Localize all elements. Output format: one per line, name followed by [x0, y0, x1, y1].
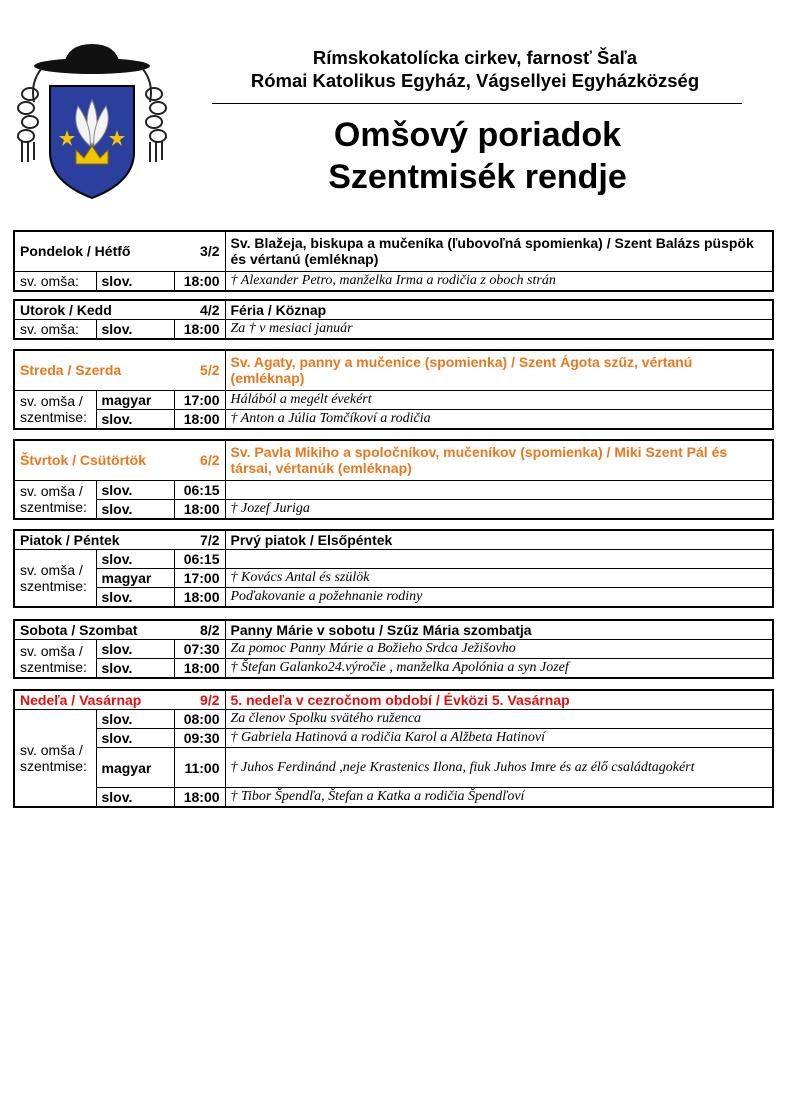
mass-intention: † Kovács Antal és szülök — [225, 569, 773, 588]
day-date: 5/2 — [174, 350, 225, 390]
day-date: 6/2 — [174, 440, 225, 480]
day-table-tuesday — [13, 299, 774, 340]
feast: 5. nedeľa v cezročnom období / Évközi 5. Vasárnap — [225, 690, 773, 710]
mass-intention: Za † v mesiaci január — [225, 320, 773, 340]
mass-time: 18:00 — [174, 659, 225, 679]
day-name: Sobota / Szombat — [14, 620, 174, 640]
feast: Sv. Agaty, panny a mučenice (spomienka) / Szent Ágota szűz, vértanú (emléknap) — [225, 350, 773, 390]
mass-language: magyar — [96, 390, 174, 409]
mass-language: slov. — [96, 480, 174, 499]
mass-language: slov. — [96, 788, 174, 808]
mass-time: 11:00 — [174, 748, 225, 788]
parish-coat-of-arms — [12, 42, 172, 202]
mass-label: sv. omša: — [14, 271, 96, 291]
mass-time: 17:00 — [174, 390, 225, 409]
mass-time: 06:15 — [174, 550, 225, 569]
mass-time: 18:00 — [174, 588, 225, 608]
mass-time: 07:30 — [174, 640, 225, 659]
mass-intention: † Anton a Júlia Tomčíkoví a rodičia — [225, 409, 773, 429]
mass-intention: † Tibor Špendľa, Štefan a Katka a rodičia Špendľoví — [225, 788, 773, 808]
day-date: 8/2 — [174, 620, 225, 640]
feast: Panny Márie v sobotu / Szűz Mária szombatja — [225, 620, 773, 640]
title-hu: Szentmisék rendje — [328, 158, 627, 196]
mass-intention: † Štefan Galanko24.výročie , manželka Apolónia a syn Jozef — [225, 659, 773, 679]
day-table-sunday — [13, 689, 774, 808]
mass-intention: Hálából a megélt évekért — [225, 390, 773, 409]
mass-language: slov. — [96, 499, 174, 519]
mass-language: magyar — [96, 569, 174, 588]
mass-time: 09:30 — [174, 729, 225, 748]
day-table-wednesday — [13, 349, 774, 430]
day-table-monday — [13, 230, 774, 292]
mass-language: slov. — [96, 320, 174, 340]
header-divider — [212, 103, 742, 104]
mass-time: 18:00 — [174, 499, 225, 519]
mass-intention: Poďakovanie a požehnanie rodiny — [225, 588, 773, 608]
day-name: Streda / Szerda — [14, 350, 174, 390]
day-date: 9/2 — [174, 690, 225, 710]
mass-label: sv. omša / szentmise: — [14, 710, 96, 808]
mass-intention: † Juhos Ferdinánd ,neje Krastenics Ilona, fiuk Juhos Imre és az élő családtagokért — [225, 748, 773, 788]
day-name: Pondelok / Hétfő — [14, 231, 174, 271]
day-name: Štvrtok / Csütörtök — [14, 440, 174, 480]
mass-intention: † Jozef Juriga — [225, 499, 773, 519]
page-header — [210, 46, 740, 92]
mass-intention: Za členov Spolku svätého ruženca — [225, 710, 773, 729]
mass-label: sv. omša / szentmise: — [14, 390, 96, 429]
mass-time: 18:00 — [174, 409, 225, 429]
mass-time: 18:00 — [174, 788, 225, 808]
day-date: 7/2 — [174, 530, 225, 550]
day-name: Nedeľa / Vasárnap — [14, 690, 174, 710]
day-table-thursday — [13, 439, 774, 520]
mass-label: sv. omša / szentmise: — [14, 640, 96, 679]
day-table-saturday — [13, 619, 774, 679]
mass-language: slov. — [96, 659, 174, 679]
day-date: 3/2 — [174, 231, 225, 271]
mass-language: slov. — [96, 271, 174, 291]
page-title — [210, 114, 745, 198]
feast: Féria / Köznap — [225, 300, 773, 320]
mass-label: sv. omša / szentmise: — [14, 480, 96, 519]
mass-time: 06:15 — [174, 480, 225, 499]
mass-intention: † Gabriela Hatinová a rodičia Karol a Alžbeta Hatinoví — [225, 729, 773, 748]
mass-language: slov. — [96, 729, 174, 748]
mass-language: magyar — [96, 748, 174, 788]
mass-label: sv. omša / szentmise: — [14, 550, 96, 608]
mass-time: 18:00 — [174, 320, 225, 340]
mass-time: 08:00 — [174, 710, 225, 729]
feast: Sv. Blažeja, biskupa a mučeníka (ľubovoľná spomienka) / Szent Balázs püspök és vértanú (emléknap) — [225, 231, 773, 271]
parish-name-hu: Római Katolikus Egyház, Vágsellyei Egyházközség — [250, 70, 700, 91]
mass-intention: † Alexander Petro, manželka Irma a rodičia z oboch strán — [225, 271, 773, 291]
day-name: Utorok / Kedd — [14, 300, 174, 320]
parish-name-sk: Rímskokatolícka cirkev, farnosť Šaľa — [312, 47, 638, 68]
feast: Prvý piatok / Elsőpéntek — [225, 530, 773, 550]
day-name: Piatok / Péntek — [14, 530, 174, 550]
day-date: 4/2 — [174, 300, 225, 320]
mass-label: sv. omša: — [14, 320, 96, 340]
mass-time: 17:00 — [174, 569, 225, 588]
mass-intention: Za pomoc Panny Márie a Božieho Srdca Ježišovho — [225, 640, 773, 659]
mass-language: slov. — [96, 588, 174, 608]
feast: Sv. Pavla Mikiho a spoločníkov, mučeníkov (spomienka) / Miki Szent Pál és társai, vértanúk (emléknap) — [225, 440, 773, 480]
mass-language: slov. — [96, 409, 174, 429]
mass-intention — [225, 480, 773, 499]
day-table-friday — [13, 529, 774, 608]
mass-language: slov. — [96, 640, 174, 659]
mass-language: slov. — [96, 710, 174, 729]
mass-time: 18:00 — [174, 271, 225, 291]
title-sk: Omšový poriadok — [333, 116, 622, 154]
mass-language: slov. — [96, 550, 174, 569]
mass-intention — [225, 550, 773, 569]
